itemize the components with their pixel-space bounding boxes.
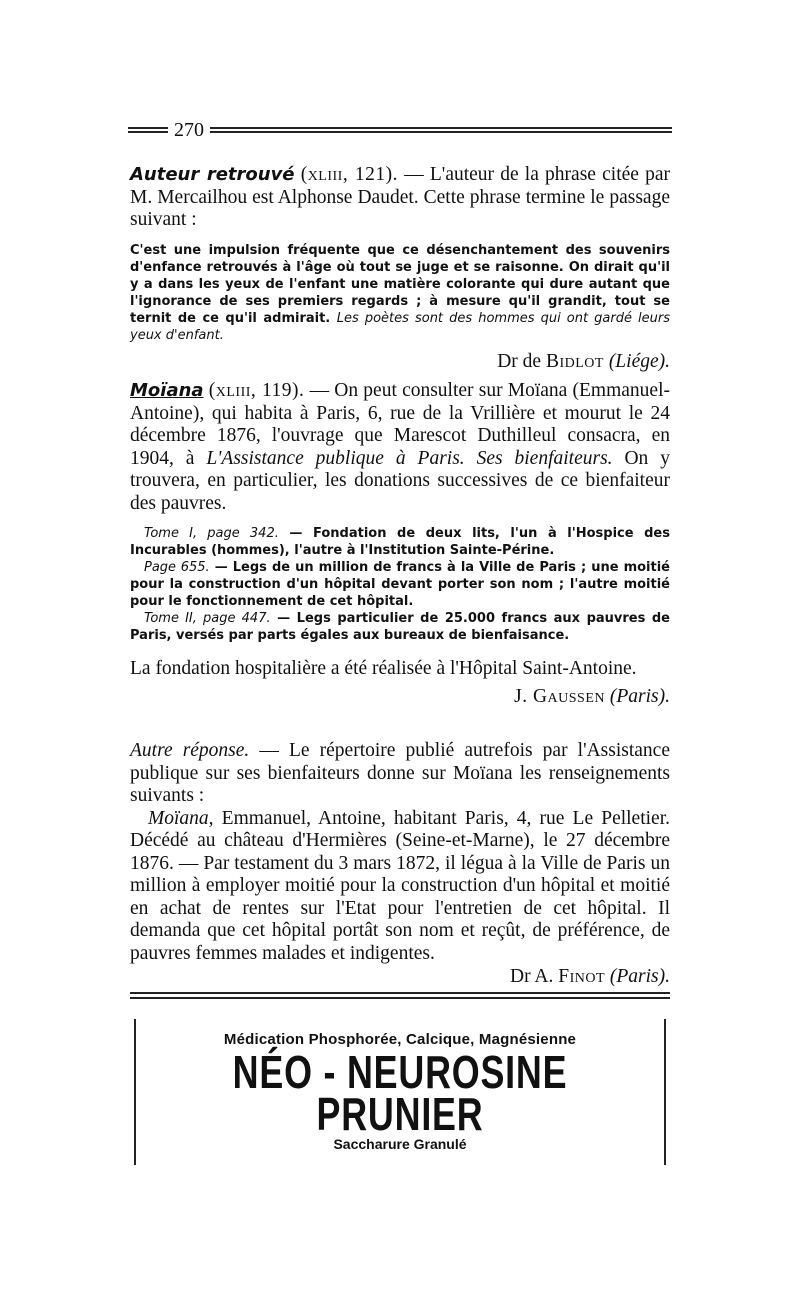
entry1-paragraph xyxy=(130,164,670,232)
entry2-text1: — On peut consulter sur Moïana (Emmanuel-Antoine), qui habita à Paris, 6, rue de la Vrillière et mourut le 24 décembre 1876, l'ouvrage que Marescot Duthilleul consacra, en 1904, à xyxy=(130,380,670,469)
page-number: 270 xyxy=(174,119,204,141)
entry1-signature-prefix: Dr de xyxy=(497,350,546,372)
entry-autre-reponse xyxy=(130,740,670,989)
entry3-text: — Le répertoire publié autrefois par l'Assistance publique sur ses bienfaiteurs donne sur Moïana les renseignements suivants : xyxy=(130,740,670,806)
advertisement-separator xyxy=(130,992,670,999)
entry2-note-ref: Page 655. xyxy=(144,560,210,575)
entry1-signature-place: (Liége). xyxy=(608,350,670,372)
ad-brand-name: NÉO - NEUROSINE xyxy=(232,1046,568,1098)
entry1-quote-plain: C'est une impulsion fréquente que ce désenchantement des souvenirs d'enfance retrouvés à l'âge où tout se juge et se raisonne. On dirait qu'il y a dans les yeux de l'enfant une matière colorante qui dure autant que l'ignorance de ses premiers regards ; à mesure qu'il grandit, tout se ternit de ce qu'il admirait. xyxy=(130,242,670,326)
entry3-signature-prefix: Dr A. xyxy=(510,966,559,987)
entry3-title: Autre réponse. xyxy=(130,740,250,761)
header-rule-right xyxy=(210,127,672,133)
entry2-signature xyxy=(130,685,670,709)
entry3-signature-name: Finot xyxy=(558,966,605,987)
entry1-quote-italic: Les poètes sont des hommes qui ont gardé leurs yeux d'enfant. xyxy=(130,310,670,343)
entry2-note xyxy=(130,559,670,610)
entry-auteur-retrouve xyxy=(130,164,670,374)
entry1-quote xyxy=(130,242,670,344)
entry2-signature-place: (Paris). xyxy=(609,685,670,707)
entry3-signature-place: (Paris). xyxy=(609,966,670,987)
entry2-note xyxy=(130,610,670,644)
entry2-text2: On y trouvera, en particulier, les donations successives de ce bienfaiteur des pauvres. xyxy=(130,447,670,514)
entry3-signature xyxy=(130,965,670,989)
entry2-ref: (xliii, 119). xyxy=(208,380,305,401)
entry2-note-text: — Legs particulier de 25.000 francs aux pauvres de Paris, versés par parts égales aux bureaux de bienfaisance. xyxy=(130,611,670,643)
entry2-note-text: — Legs de un million de francs à la Ville de Paris ; une moitié pour la construction d'un hôpital devant porter son nom ; l'autre moitié pour le fonctionnement de cet hôpital. xyxy=(130,560,670,609)
entry2-book-title: L'Assistance publique à Paris. Ses bienfaiteurs. xyxy=(206,447,613,469)
advertisement-box xyxy=(134,1019,666,1165)
entry2-title: Moïana xyxy=(130,380,204,401)
entry2-note-ref: Tome I, page 342. xyxy=(144,526,279,541)
ad-medication-line: Médication Phosphorée, Calcique, Magnésienne xyxy=(223,1031,577,1048)
entry2-note-ref: Tome II, page 447. xyxy=(144,611,271,626)
page-header xyxy=(128,118,672,142)
entry1-title: Auteur retrouvé xyxy=(130,164,295,185)
entry3-details xyxy=(130,808,670,966)
entry2-conclusion: La fondation hospitalière a été réalisée à l'Hôpital Saint-Antoine. xyxy=(130,658,637,679)
entry2-note-text: — Fondation de deux lits, l'un à l'Hospice des Incurables (hommes), l'autre à l'Institution Sainte-Périne. xyxy=(130,526,670,558)
entry1-signature xyxy=(130,350,670,374)
ad-brand-maker: PRUNIER xyxy=(316,1088,484,1140)
entry1-ref: (xliii, 121). xyxy=(300,164,399,185)
entry2-paragraph xyxy=(130,380,670,515)
entry2-note xyxy=(130,525,670,559)
header-rule-left xyxy=(128,127,168,133)
entry3-paragraph xyxy=(130,740,670,808)
entry1-text: — L'auteur de la phrase citée par M. Mercailhou est Alphonse Daudet. Cette phrase termine le passage suivant : xyxy=(130,164,671,230)
ad-form-line: Saccharure Granulé xyxy=(333,1136,467,1152)
entry3-name: Moïana, xyxy=(148,807,214,829)
entry2-notes xyxy=(130,525,670,644)
entry1-signature-name: Bidlot xyxy=(545,350,604,372)
entry-moiana xyxy=(130,380,670,709)
entry2-signature-name: J. Gaussen xyxy=(514,685,605,707)
entry3-details-text: Emmanuel, Antoine, habitant Paris, 4, rue Le Pelletier. Décédé au château d'Hermières (Seine-et-Marne), le 27 décembre 1876. — Par testament du 3 mars 1872, il légua à la Ville de Paris un million à employer moitié pour la construction d'un hôpital et moitié en achat de rentes sur l'Etat pour l'entretien de cet hôpital. Il demanda que cet hôpital portât son nom et reçût, de préférence, de pauvres femmes malades et indigentes. xyxy=(130,807,670,964)
